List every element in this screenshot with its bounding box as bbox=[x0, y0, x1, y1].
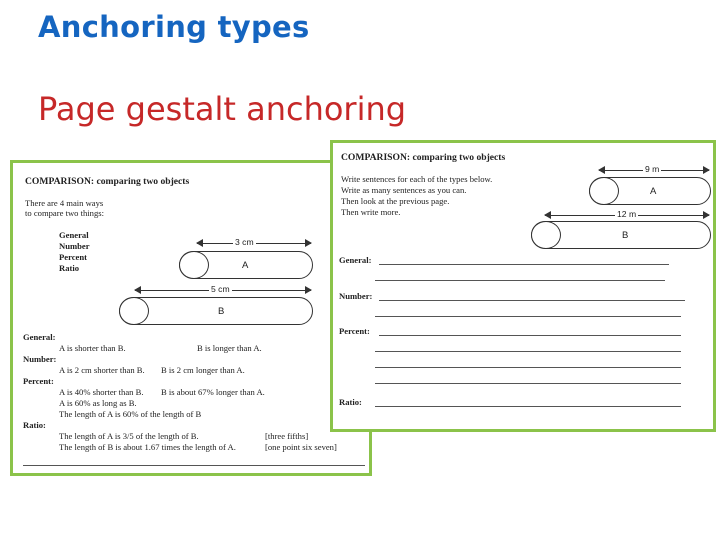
instruction-line-3: Then look at the previous page. bbox=[341, 196, 450, 206]
instruction-line-1: Write sentences for each of the types below. bbox=[341, 174, 493, 184]
rod-a-length: 3 cm bbox=[235, 237, 254, 247]
number-heading: Number: bbox=[23, 354, 57, 364]
rod-b-label: B bbox=[218, 306, 225, 317]
ratio-example-2-note: [one point six seven] bbox=[265, 442, 337, 452]
page1-intro-line-1: There are 4 main ways bbox=[25, 198, 104, 208]
worksheet-example-page bbox=[10, 160, 372, 476]
practice-number-label: Number: bbox=[339, 291, 373, 301]
rod-a bbox=[179, 251, 313, 279]
ratio-example-2: The length of B is about 1.67 times the length of A. bbox=[59, 442, 236, 452]
slide-subtitle: Page gestalt anchoring bbox=[38, 90, 407, 128]
instruction-line-4: Then write more. bbox=[341, 207, 401, 217]
percent-example-1b: B is about 67% longer than A. bbox=[161, 387, 265, 397]
practice-rod-a-label: A bbox=[650, 186, 657, 197]
ratio-heading: Ratio: bbox=[23, 420, 46, 430]
number-example-b: B is 2 cm longer than A. bbox=[161, 365, 245, 375]
writing-line bbox=[379, 335, 681, 336]
practice-rod-b-label: B bbox=[622, 230, 629, 241]
writing-line bbox=[375, 383, 681, 384]
rod-a-label: A bbox=[242, 260, 249, 271]
practice-ratio-label: Ratio: bbox=[339, 397, 362, 407]
slide-title: Anchoring types bbox=[38, 10, 310, 44]
page1-heading: COMPARISON: comparing two objects bbox=[25, 176, 190, 187]
practice-rod-b-length: 12 m bbox=[617, 209, 637, 219]
practice-rod-a-end bbox=[589, 177, 619, 205]
practice-rod-a bbox=[589, 177, 711, 205]
practice-rod-a-length: 9 m bbox=[645, 164, 660, 174]
ratio-example-1-note: [three fifths] bbox=[265, 431, 309, 441]
page2-heading: COMPARISON: comparing two objects bbox=[341, 152, 506, 163]
general-example-a: A is shorter than B. bbox=[59, 343, 126, 353]
way-general: General bbox=[59, 230, 89, 240]
worksheet-practice-page bbox=[330, 140, 716, 432]
rod-a-end bbox=[179, 251, 209, 279]
rod-b-end bbox=[119, 297, 149, 325]
instruction-line-2: Write as many sentences as you can. bbox=[341, 185, 467, 195]
bottom-rule bbox=[23, 465, 365, 466]
practice-rod-b-end bbox=[531, 221, 561, 249]
writing-line bbox=[375, 367, 681, 368]
number-example-a: A is 2 cm shorter than B. bbox=[59, 365, 145, 375]
practice-rod-b bbox=[531, 221, 711, 249]
way-percent: Percent bbox=[59, 252, 87, 262]
rod-b-length: 5 cm bbox=[211, 284, 230, 294]
writing-line bbox=[379, 300, 685, 301]
practice-percent-label: Percent: bbox=[339, 326, 370, 336]
way-number: Number bbox=[59, 241, 90, 251]
percent-example-1a: A is 40% shorter than B. bbox=[59, 387, 144, 397]
writing-line bbox=[375, 280, 665, 281]
rod-b bbox=[119, 297, 313, 325]
general-heading: General: bbox=[23, 332, 56, 342]
writing-line bbox=[379, 264, 669, 265]
writing-line bbox=[375, 406, 681, 407]
percent-example-3: The length of A is 60% of the length of B bbox=[59, 409, 202, 419]
percent-heading: Percent: bbox=[23, 376, 54, 386]
page1-intro-line-2: to compare two things: bbox=[25, 208, 105, 218]
practice-general-label: General: bbox=[339, 255, 372, 265]
ratio-example-1: The length of A is 3/5 of the length of B. bbox=[59, 431, 199, 441]
writing-line bbox=[375, 316, 681, 317]
percent-example-2: A is 60% as long as B. bbox=[59, 398, 137, 408]
writing-line bbox=[375, 351, 681, 352]
way-ratio: Ratio bbox=[59, 263, 80, 273]
general-example-b: B is longer than A. bbox=[197, 343, 262, 353]
